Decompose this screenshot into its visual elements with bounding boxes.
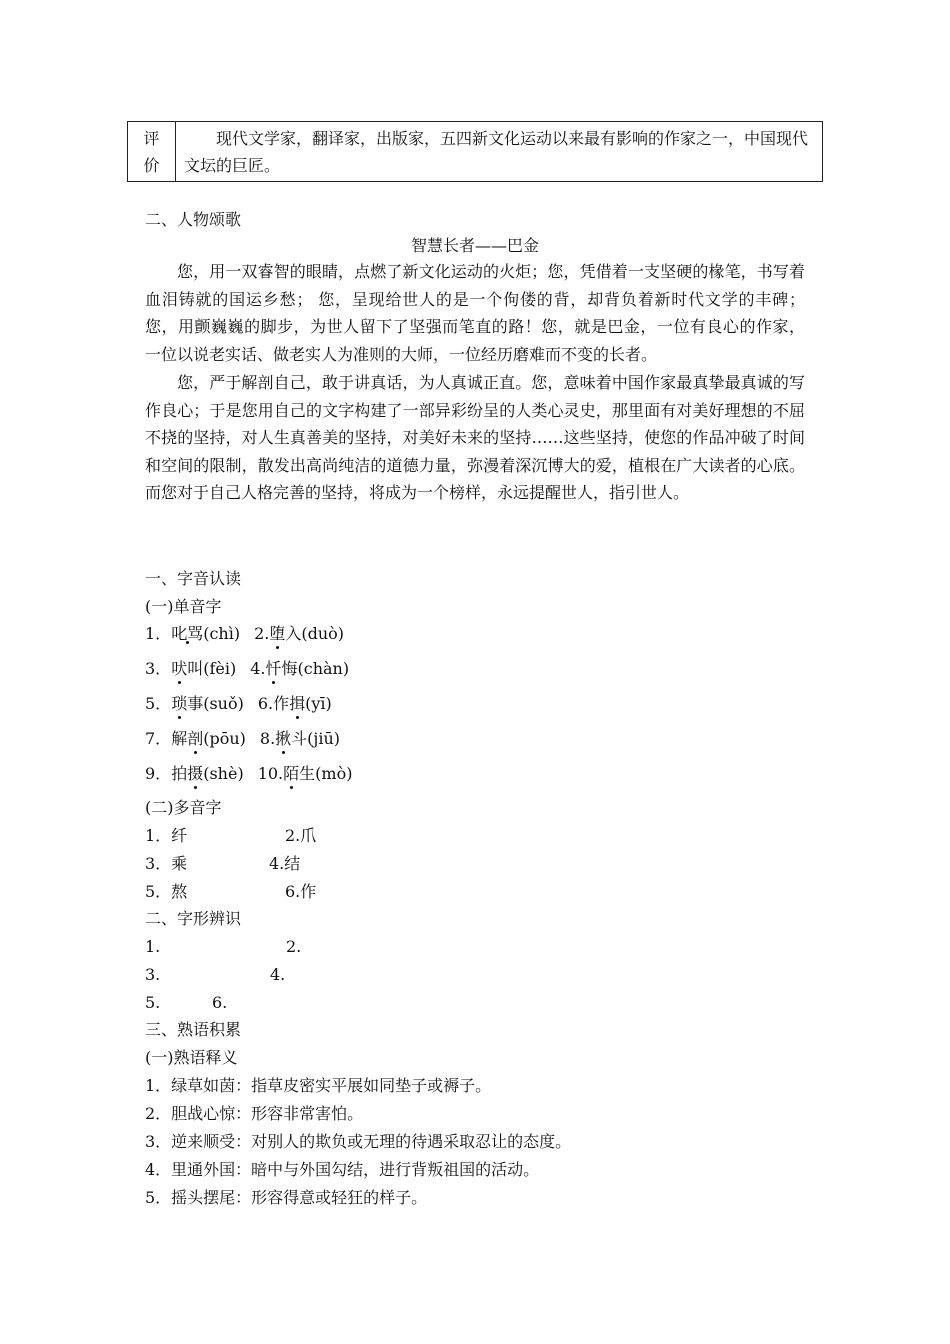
item-number: 7． — [145, 729, 172, 748]
single-sound-row — [145, 694, 332, 714]
item-text: (shè) — [203, 764, 244, 783]
item-text: 拍 — [171, 764, 188, 783]
item-text: (yī) — [305, 694, 332, 713]
dotted-char: 吠 — [171, 659, 188, 678]
item-number: 3. — [145, 965, 161, 984]
evaluation-text: 现代文学家，翻译家，出版家，五四新文化运动以来最有影响的作家之一，中国现代文坛的巨匠。 — [184, 128, 809, 175]
praise-title: 智慧长者——巴金 — [410, 236, 539, 255]
item-number: 6. — [257, 694, 274, 713]
idioms-sub-heading: (一)熟语释义 — [145, 1048, 238, 1067]
item-text: 2.爪 — [285, 826, 317, 845]
item-text: 骂(chì) — [187, 624, 241, 643]
evaluation-label — [128, 122, 176, 181]
praise-paragraph-2: 您，严于解剖自己，敢于讲真话，为人真诚正直。您，意味着中国作家最真挚最真诚的写作良心；于是您用自己的文字构建了一部异彩纷呈的人类心灵史，那里面有对美好理想的不屈不挠的坚持，对人生真善美的坚持，对美好未来的坚持……这些坚持，使您的作品冲破了时间和空间的限制，散发出高尚纯洁的道德力量，弥漫着深沉博大的爱，植根在广大读者的心底。而您对于自己人格完善的坚持，将成为一个榜样，永远提醒世人，指引世人。 — [145, 373, 805, 503]
idiom-item: 4．里通外国：暗中与外国勾结，进行背叛祖国的活动。 — [145, 1160, 540, 1179]
item-number: 1． — [145, 624, 172, 643]
single-sound-row — [145, 729, 340, 749]
item-number: 9． — [145, 764, 172, 783]
idiom-item: 3．逆来顺受：对别人的欺负或无理的待遇采取忍让的态度。 — [145, 1132, 572, 1151]
item-number: 5. — [145, 993, 161, 1012]
evaluation-label-line2: 价 — [143, 155, 160, 175]
idiom-item: 5．摇头摆尾：形容得意或轻狂的样子。 — [145, 1188, 428, 1207]
item-text: 6.作 — [285, 882, 317, 901]
item-text: 叱 — [171, 624, 188, 643]
item-text: (pōu) — [203, 729, 246, 748]
dotted-char: 陌 — [283, 764, 300, 783]
evaluation-table — [127, 121, 823, 182]
item-text: 叫(fèi) — [187, 659, 237, 678]
dotted-char: 堕 — [269, 624, 286, 643]
item-text: 悔(chàn) — [281, 659, 350, 678]
dotted-char: 揪 — [275, 729, 292, 748]
dotted-char: 忏 — [265, 659, 282, 678]
idiom-item: 2．胆战心惊：形容非常害怕。 — [145, 1104, 364, 1123]
glyph-row — [145, 993, 227, 1013]
item-number: 2. — [254, 624, 270, 643]
dotted-char: 琐 — [171, 694, 188, 713]
glyph-row — [145, 937, 301, 957]
item-text: 4.结 — [269, 854, 301, 873]
item-number: 4. — [270, 965, 286, 984]
item-number: 2. — [286, 937, 302, 956]
item-number: 6. — [212, 993, 228, 1012]
praise-paragraph-1: 您，用一双睿智的眼睛，点燃了新文化运动的火炬；您，凭借着一支坚硬的椽笔，书写着血泪铸就的国运乡愁； 您，呈现给世人的是一个佝偻的背，却背负着新时代文学的丰碑； 您，用颤巍巍的脚步，为世人留下了坚强而笔直的路！您，就是巴金，一位有良心的作家， 一位以说老实话、做老实人为准则的大师，一位经历磨难而不变的长者。 — [145, 262, 805, 364]
evaluation-label-line1: 评 — [143, 128, 160, 148]
pronunciation-heading: 一、字音认读 — [145, 569, 242, 588]
item-text: 3．乘 — [145, 854, 188, 873]
single-sound-heading: (一)单音字 — [145, 597, 222, 616]
multi-sound-heading: (二)多音字 — [145, 798, 222, 817]
item-text: 生(mò) — [299, 764, 353, 783]
dotted-char: 剖 — [187, 729, 204, 748]
glyph-heading: 二、字形辨识 — [145, 909, 242, 928]
multi-sound-row — [145, 882, 316, 902]
idiom-item: 1．绿草如茵：指草皮密实平展如同垫子或褥子。 — [145, 1076, 492, 1095]
item-number: 8. — [259, 729, 276, 748]
item-number: 4. — [250, 659, 266, 678]
item-text: 入(duò) — [285, 624, 345, 643]
idioms-heading: 三、熟语积累 — [145, 1020, 242, 1039]
item-text: 解 — [171, 729, 188, 748]
item-text: 斗(jiū) — [291, 729, 341, 748]
glyph-row — [145, 965, 285, 985]
item-number: 10. — [257, 764, 284, 783]
item-number: 1. — [145, 937, 161, 956]
single-sound-row — [145, 624, 344, 644]
item-text: 5．熬 — [145, 882, 188, 901]
item-text: 1．纤 — [145, 826, 188, 845]
multi-sound-row — [145, 854, 300, 874]
single-sound-row — [145, 659, 349, 679]
praise-heading: 二、人物颂歌 — [145, 210, 242, 229]
item-text: 作 — [273, 694, 290, 713]
multi-sound-row — [145, 826, 316, 846]
single-sound-row — [145, 764, 352, 784]
item-number: 5． — [145, 694, 172, 713]
item-text: 事(suǒ) — [187, 694, 244, 713]
dotted-char: 摄 — [187, 764, 204, 783]
dotted-char: 揖 — [289, 694, 306, 713]
item-number: 3． — [145, 659, 172, 678]
